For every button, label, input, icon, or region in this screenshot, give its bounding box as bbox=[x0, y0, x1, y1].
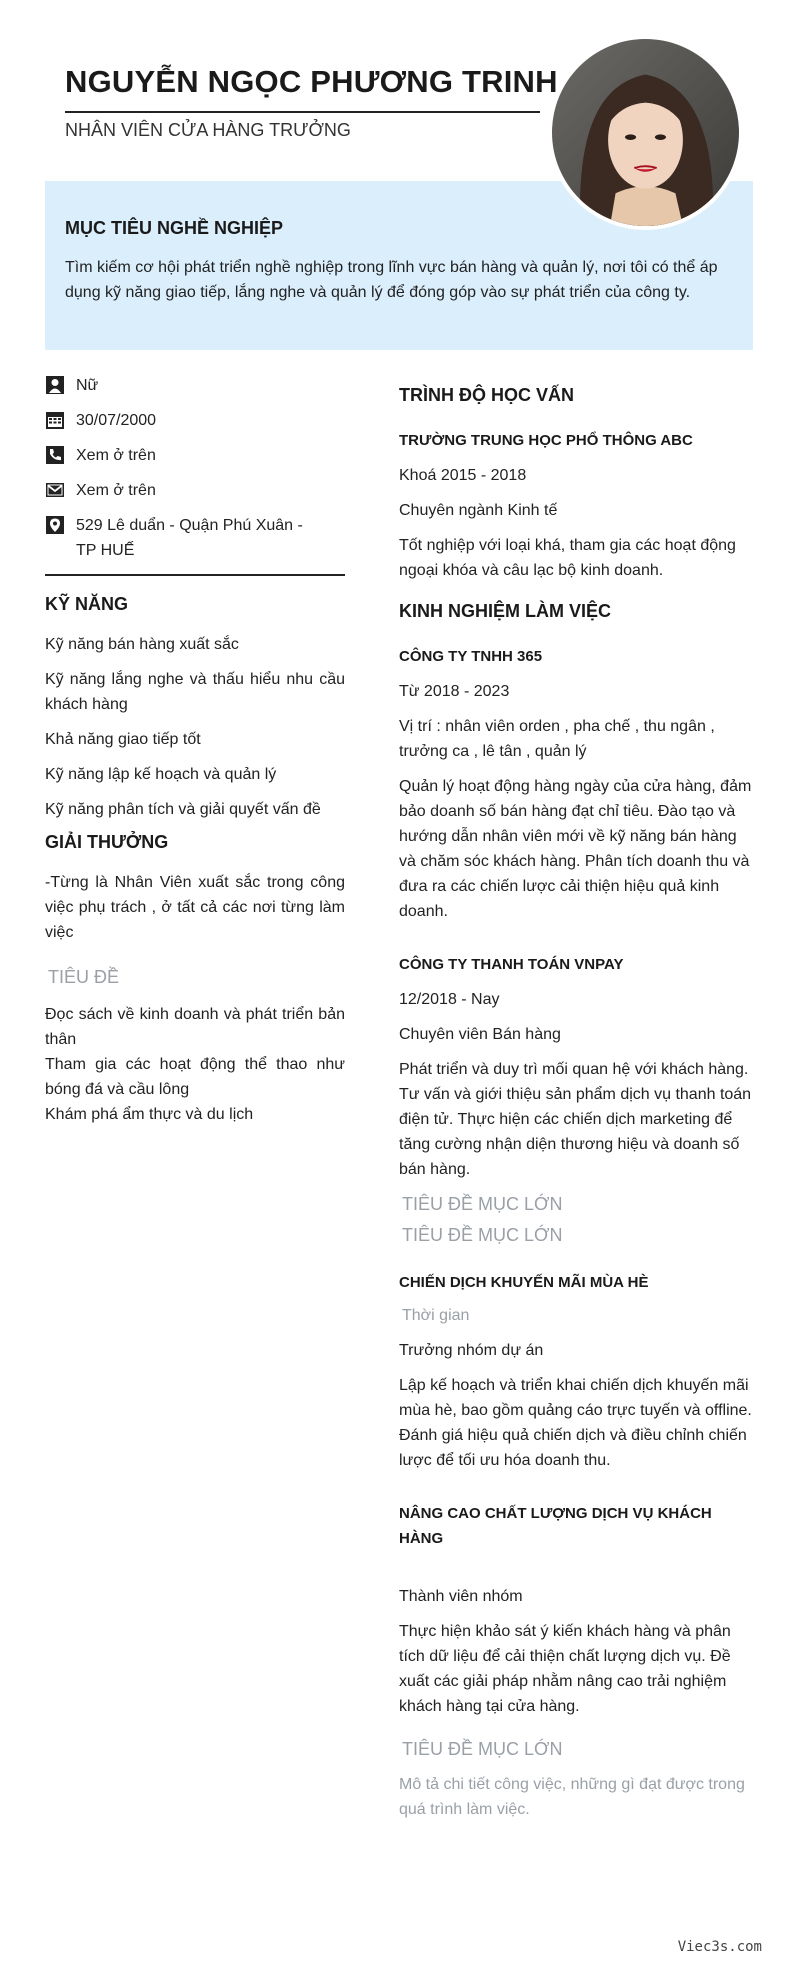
project-name: NÂNG CAO CHẤT LƯỢNG DỊCH VỤ KHÁCH HÀNG bbox=[399, 1505, 712, 1547]
placeholder-section-title: TIÊU ĐỀ MỤC LỚN bbox=[402, 1225, 563, 1245]
skill-item: Kỹ năng phân tích và giải quyết vấn đề bbox=[45, 801, 321, 818]
project-description: Lập kế hoạch và triển khai chiến dịch khuyến mãi mùa hè, bao gồm quảng cáo trực tuyến và offline. Đánh giá hiệu quả chiến dịch và điều chỉnh chiến lược để tối ưu hóa doanh thu. bbox=[399, 1377, 752, 1469]
company-name: CÔNG TY THANH TOÁN VNPAY bbox=[399, 956, 624, 973]
hobby-item: Khám phá ẩm thực và du lịch bbox=[45, 1106, 254, 1123]
job-period: Từ 2018 - 2023 bbox=[399, 683, 510, 700]
education-description: Tốt nghiệp với loại khá, tham gia các hoạt động ngoại khóa và câu lạc bộ kinh doanh. bbox=[399, 537, 736, 579]
objective-text: Tìm kiếm cơ hội phát triển nghề nghiệp trong lĩnh vực bán hàng và quản lý, nơi tôi có thể áp dụng kỹ năng giao tiếp, lắng nghe và quản lý để đóng góp vào sự phát triển của công ty. bbox=[65, 259, 718, 301]
hobbies-title: TIÊU ĐỀ bbox=[48, 967, 120, 987]
address-value: 529 Lê duẩn - Quận Phú Xuân - TP HUẾ bbox=[76, 517, 303, 559]
education-title: TRÌNH ĐỘ HỌC VẤN bbox=[399, 385, 574, 405]
email-value: Xem ở trên bbox=[76, 482, 156, 499]
hobby-item: Đọc sách về kinh doanh và phát triển bản thân bbox=[45, 1006, 345, 1048]
skill-item: Kỹ năng lắng nghe và thấu hiểu nhu cầu khách hàng bbox=[45, 671, 345, 713]
envelope-icon bbox=[45, 480, 65, 500]
project-role: Trưởng nhóm dự án bbox=[399, 1342, 544, 1359]
job-description: Phát triển và duy trì mối quan hệ với khách hàng. Tư vấn và giới thiệu sản phẩm dịch vụ thanh toán điện tử. Thực hiện các chiến dịch marketing để tăng cường nhận diện thương hiệu và doanh số bán hàng. bbox=[399, 1061, 752, 1178]
gender-row bbox=[45, 373, 345, 398]
project-name: CHIẾN DỊCH KHUYẾN MÃI MÙA HÈ bbox=[399, 1274, 649, 1291]
birthday-value: 30/07/2000 bbox=[76, 412, 157, 429]
experience-title: KINH NGHIỆM LÀM VIỆC bbox=[399, 601, 612, 621]
award-text: -Từng là Nhân Viên xuất sắc trong công việc phụ trách , ở tất cả các nơi từng làm việc bbox=[45, 874, 345, 941]
awards-title: GIẢI THƯỞNG bbox=[45, 832, 169, 852]
project-description: Thực hiện khảo sát ý kiến khách hàng và phân tích dữ liệu để cải thiện chất lượng dịch vụ. Đề xuất các giải pháp nhằm nâng cao trải nghiệm khách hàng tại cửa hàng. bbox=[399, 1623, 731, 1715]
skill-item: Kỹ năng lập kế hoạch và quản lý bbox=[45, 766, 277, 783]
person-icon bbox=[45, 375, 65, 395]
skill-item: Kỹ năng bán hàng xuất sắc bbox=[45, 636, 239, 653]
skills-title: KỸ NĂNG bbox=[45, 594, 129, 614]
profile-photo bbox=[552, 39, 739, 226]
objective-title: MỤC TIÊU NGHỀ NGHIỆP bbox=[65, 218, 284, 238]
placeholder-section-title: TIÊU ĐỀ MỤC LỚN bbox=[402, 1194, 563, 1214]
email-row bbox=[45, 478, 345, 503]
phone-row bbox=[45, 443, 345, 468]
company-name: CÔNG TY TNHH 365 bbox=[399, 648, 543, 665]
watermark: Viec3s.com bbox=[677, 1939, 762, 1955]
project-role: Thành viên nhóm bbox=[399, 1588, 523, 1605]
job-description: Quản lý hoạt động hàng ngày của cửa hàng, đảm bảo doanh số bán hàng đạt chỉ tiêu. Đào tạo và hướng dẫn nhân viên mới về kỹ năng bán hàng và chăm sóc khách hàng. Phân tích doanh thu và đưa ra các chiến lược cải thiện hiệu quả kinh doanh. bbox=[399, 778, 752, 920]
education-period: Khoá 2015 - 2018 bbox=[399, 467, 527, 484]
calendar-icon bbox=[45, 410, 65, 430]
right-column bbox=[399, 385, 754, 1822]
placeholder-time: Thời gian bbox=[402, 1307, 470, 1324]
name-underline bbox=[65, 111, 540, 113]
education-major: Chuyên ngành Kinh tế bbox=[399, 502, 558, 519]
job-period: 12/2018 - Nay bbox=[399, 991, 500, 1008]
job-position: Vị trí : nhân viên orden , pha chế , thu ngân , trưởng ca , lê tân , quản lý bbox=[399, 718, 715, 760]
job-position: Chuyên viên Bán hàng bbox=[399, 1026, 561, 1043]
school-name: TRƯỜNG TRUNG HỌC PHỔ THÔNG ABC bbox=[399, 432, 693, 449]
location-pin-icon bbox=[45, 515, 65, 535]
placeholder-section-title: TIÊU ĐỀ MỤC LỚN bbox=[402, 1739, 563, 1759]
phone-value: Xem ở trên bbox=[76, 447, 156, 464]
skill-item: Khả năng giao tiếp tốt bbox=[45, 731, 201, 748]
section-divider bbox=[45, 574, 345, 576]
birthday-row bbox=[45, 408, 345, 433]
address-row bbox=[45, 513, 345, 563]
left-column bbox=[45, 373, 345, 1127]
phone-icon bbox=[45, 445, 65, 465]
gender-value: Nữ bbox=[76, 377, 99, 394]
placeholder-description: Mô tả chi tiết công việc, những gì đạt được trong quá trình làm việc. bbox=[399, 1776, 745, 1818]
job-title: NHÂN VIÊN CỬA HÀNG TRƯỞNG bbox=[65, 120, 351, 140]
candidate-name: NGUYỄN NGỌC PHƯƠNG TRINH bbox=[65, 64, 558, 99]
hobby-item: Tham gia các hoạt động thể thao như bóng đá và cầu lông bbox=[45, 1056, 345, 1098]
avatar bbox=[548, 35, 743, 230]
